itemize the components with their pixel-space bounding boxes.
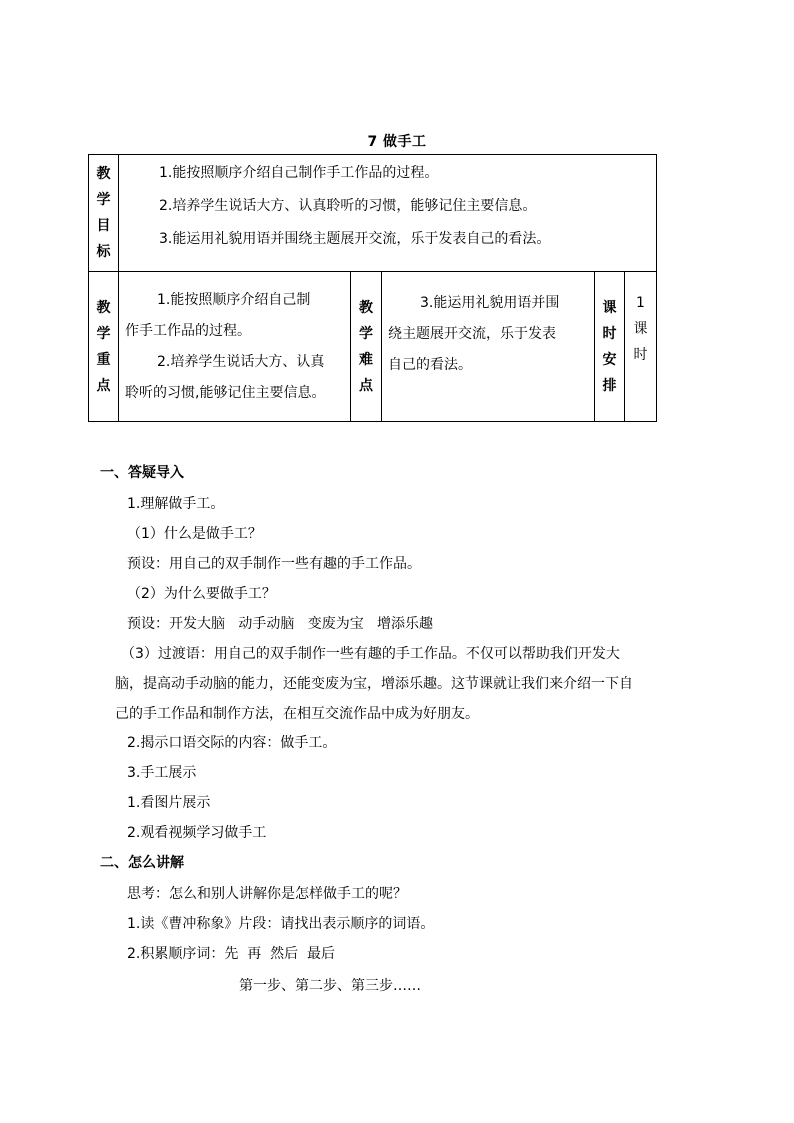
body-line: 预设：用自己的双手制作一些有趣的手工作品。 <box>127 556 421 572</box>
lesson-title: 7 做手工 <box>367 134 427 150</box>
body-line: 1.看图片展示 <box>127 795 211 811</box>
key-points-label: 教 学 重 点 <box>89 272 119 422</box>
body-line: 2.积累顺序词：先 再 然后 最后 <box>127 946 336 962</box>
body-line: 2.观看视频学习做手工 <box>127 825 267 841</box>
body-line: （3）过渡语：用自己的双手制作一些有趣的手工作品。不仅可以帮助我们开发大 <box>121 646 620 662</box>
difficulty-label: 教 学 难 点 <box>351 272 382 422</box>
section-heading: 二、怎么讲解 <box>100 855 184 871</box>
section-heading: 一、答疑导入 <box>100 465 184 481</box>
focus-row <box>89 272 657 422</box>
schedule-value: 1 课 时 <box>625 272 657 422</box>
body-line: 2.揭示口语交际的内容：做手工。 <box>127 735 337 751</box>
goals-row <box>89 155 657 272</box>
body-line: 1.读《曹冲称象》片段：请找出表示顺序的词语。 <box>127 916 435 932</box>
goal-label: 教 学 目 标 <box>89 155 119 272</box>
body-line: 3.手工展示 <box>127 765 197 781</box>
goal-item: 3.能运用礼貌用语并围绕主题展开交流，乐于发表自己的看法。 <box>159 231 551 247</box>
goal-item: 1.能按照顺序介绍自己制作手工作品的过程。 <box>159 165 439 181</box>
key-points-cell: 1.能按照顺序介绍自己制 作手工作品的过程。 2.培养学生说话大方、认真 聆听的习惯,能够记住主要信息。 <box>119 272 351 422</box>
body-line: 脑，提高动手动脑的能力，还能变废为宝，增添乐趣。这节课就让我们来介绍一下自 <box>115 676 633 692</box>
body-line: 第一步、第二步、第三步…… <box>239 978 421 994</box>
body-line: （1）什么是做手工？ <box>127 526 262 542</box>
difficulty-cell: 3.能运用礼貌用语并围 绕主题展开交流，乐于发表 自己的看法。 <box>382 272 595 422</box>
body-line: 思考：怎么和别人讲解你是怎样做手工的呢？ <box>127 886 407 902</box>
goals-cell <box>119 155 657 272</box>
body-line: （2）为什么要做手工？ <box>127 586 276 602</box>
body-line: 预设：开发大脑 动手动脑 变废为宝 增添乐趣 <box>127 616 434 632</box>
goal-item: 2.培养学生说话大方、认真聆听的习惯，能够记住主要信息。 <box>159 198 537 214</box>
body-line: 1.理解做手工。 <box>127 496 225 512</box>
body-line: 己的手工作品和制作方法，在相互交流作品中成为好朋友。 <box>115 706 479 722</box>
lesson-plan-table <box>88 154 657 422</box>
schedule-label: 课 时 安 排 <box>595 272 625 422</box>
